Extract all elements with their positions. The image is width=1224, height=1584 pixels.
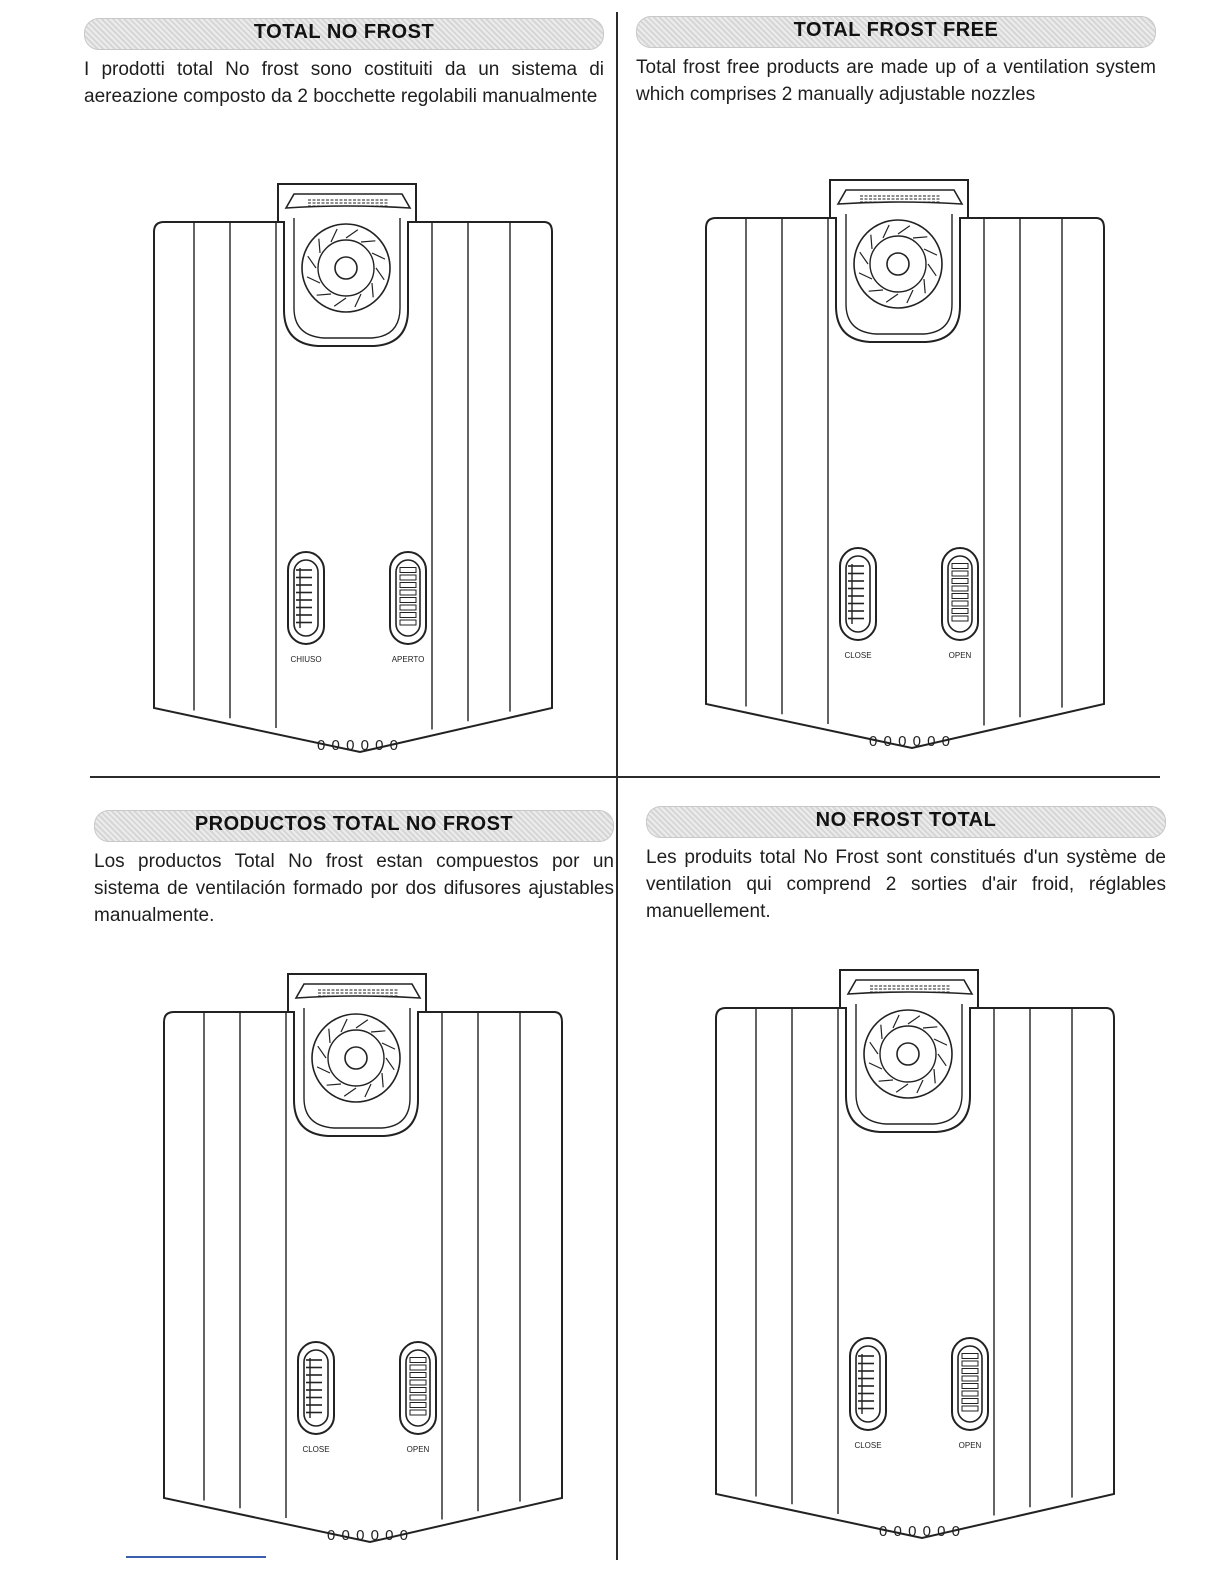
section-description: Les produits total No Frost sont constitués d'un système de ventilation qui comprend 2 sorties d'air froid, réglables manuellement.: [646, 847, 1166, 922]
vent-label-left: CLOSE: [302, 1445, 330, 1454]
vertical-divider: [616, 12, 618, 1560]
section-spanish: [94, 810, 614, 1544]
fridge-vent-illustration: [146, 160, 566, 760]
vent-slat: [952, 616, 968, 621]
vent-open: [390, 552, 426, 644]
fan-hub: [887, 253, 909, 275]
fridge-vent-illustration: [156, 950, 576, 1550]
vent-slat: [952, 571, 968, 576]
vent-open: [400, 1342, 436, 1434]
vent-slat: [952, 586, 968, 591]
vent-slat: [962, 1399, 978, 1404]
bottom-drain-marks: 0 0 0 0 0 0: [879, 1523, 961, 1540]
vent-slat: [952, 579, 968, 584]
vent-closed: [288, 552, 324, 644]
fridge-back-drawing: [146, 160, 566, 760]
fan-hub: [345, 1047, 367, 1069]
vent-open: [952, 1338, 988, 1430]
top-grille: [296, 984, 420, 998]
vent-closed: [850, 1338, 886, 1430]
section-title: NO FROST TOTAL: [815, 809, 997, 831]
vent-label-right: OPEN: [406, 1445, 430, 1454]
vent-slat: [962, 1361, 978, 1366]
vent-slat: [962, 1406, 978, 1411]
vent-label-left: CHIUSO: [290, 655, 322, 664]
section-french: [646, 806, 1166, 1540]
vent-slat: [400, 598, 416, 603]
section-description: I prodotti total No frost sono costituiti da un sistema di aereazione composto da 2 bocchette regolabili manualmente: [84, 59, 604, 107]
vent-slat: [400, 568, 416, 573]
vent-slat: [400, 590, 416, 595]
vent-slat: [962, 1391, 978, 1396]
vent-slat: [410, 1395, 426, 1400]
section-title: TOTAL NO FROST: [253, 21, 435, 43]
vent-slat: [952, 564, 968, 569]
vent-slat: [410, 1358, 426, 1363]
fan-hub: [335, 257, 357, 279]
fridge-vent-illustration: [708, 946, 1128, 1546]
section-description: Total frost free products are made up of a ventilation system which comprises 2 manually adjustable nozzles: [636, 57, 1156, 105]
vent-slat: [410, 1373, 426, 1378]
vent-inner-frame: [856, 1346, 880, 1422]
vent-closed: [298, 1342, 334, 1434]
top-grille: [286, 194, 410, 208]
vent-label-right: APERTO: [391, 655, 425, 664]
fridge-back-drawing: [156, 950, 576, 1550]
fridge-back-drawing: [698, 156, 1118, 756]
vent-open: [942, 548, 978, 640]
vent-slat: [962, 1369, 978, 1374]
vent-slat: [400, 620, 416, 625]
section-description: Los productos Total No frost estan compuestos por un sistema de ventilación formado por dos difusores ajustables manualmente.: [94, 851, 614, 926]
vent-slat: [410, 1403, 426, 1408]
vent-inner-frame: [294, 560, 318, 636]
vent-label-left: CLOSE: [844, 651, 872, 660]
vent-label-left: CLOSE: [854, 1441, 882, 1450]
vent-slat: [410, 1365, 426, 1370]
vent-slat: [962, 1354, 978, 1359]
section-english: [636, 16, 1156, 750]
section-title-banner: [636, 16, 1156, 48]
section-title-banner: [94, 810, 614, 842]
horizontal-divider: [90, 776, 1160, 778]
bottom-drain-marks: 0 0 0 0 0 0: [869, 733, 951, 750]
vent-slat: [952, 609, 968, 614]
vent-slat: [400, 613, 416, 618]
vent-slat: [410, 1380, 426, 1385]
section-italian: [84, 18, 604, 754]
footer-rule: [126, 1556, 266, 1558]
vent-slat: [400, 605, 416, 610]
vent-label-right: OPEN: [958, 1441, 982, 1450]
bottom-drain-marks: 0 0 0 0 0 0: [327, 1527, 409, 1544]
vent-slat: [962, 1384, 978, 1389]
section-title-banner: [84, 18, 604, 50]
vent-closed: [840, 548, 876, 640]
vent-slat: [410, 1388, 426, 1393]
section-title-banner: [646, 806, 1166, 838]
vent-slat: [410, 1410, 426, 1415]
bottom-drain-marks: 0 0 0 0 0 0: [317, 737, 399, 754]
section-title: PRODUCTOS TOTAL NO FROST: [194, 813, 514, 835]
top-grille: [848, 980, 972, 994]
fan-hub: [897, 1043, 919, 1065]
fridge-vent-illustration: [698, 156, 1118, 756]
vent-slat: [400, 583, 416, 588]
vent-slat: [952, 594, 968, 599]
fridge-back-drawing: [708, 946, 1128, 1546]
vent-slat: [952, 601, 968, 606]
vent-label-right: OPEN: [948, 651, 972, 660]
vent-inner-frame: [304, 1350, 328, 1426]
top-grille: [838, 190, 962, 204]
vent-slat: [400, 575, 416, 580]
section-title: TOTAL FROST FREE: [793, 19, 999, 41]
vent-slat: [962, 1376, 978, 1381]
vent-inner-frame: [846, 556, 870, 632]
